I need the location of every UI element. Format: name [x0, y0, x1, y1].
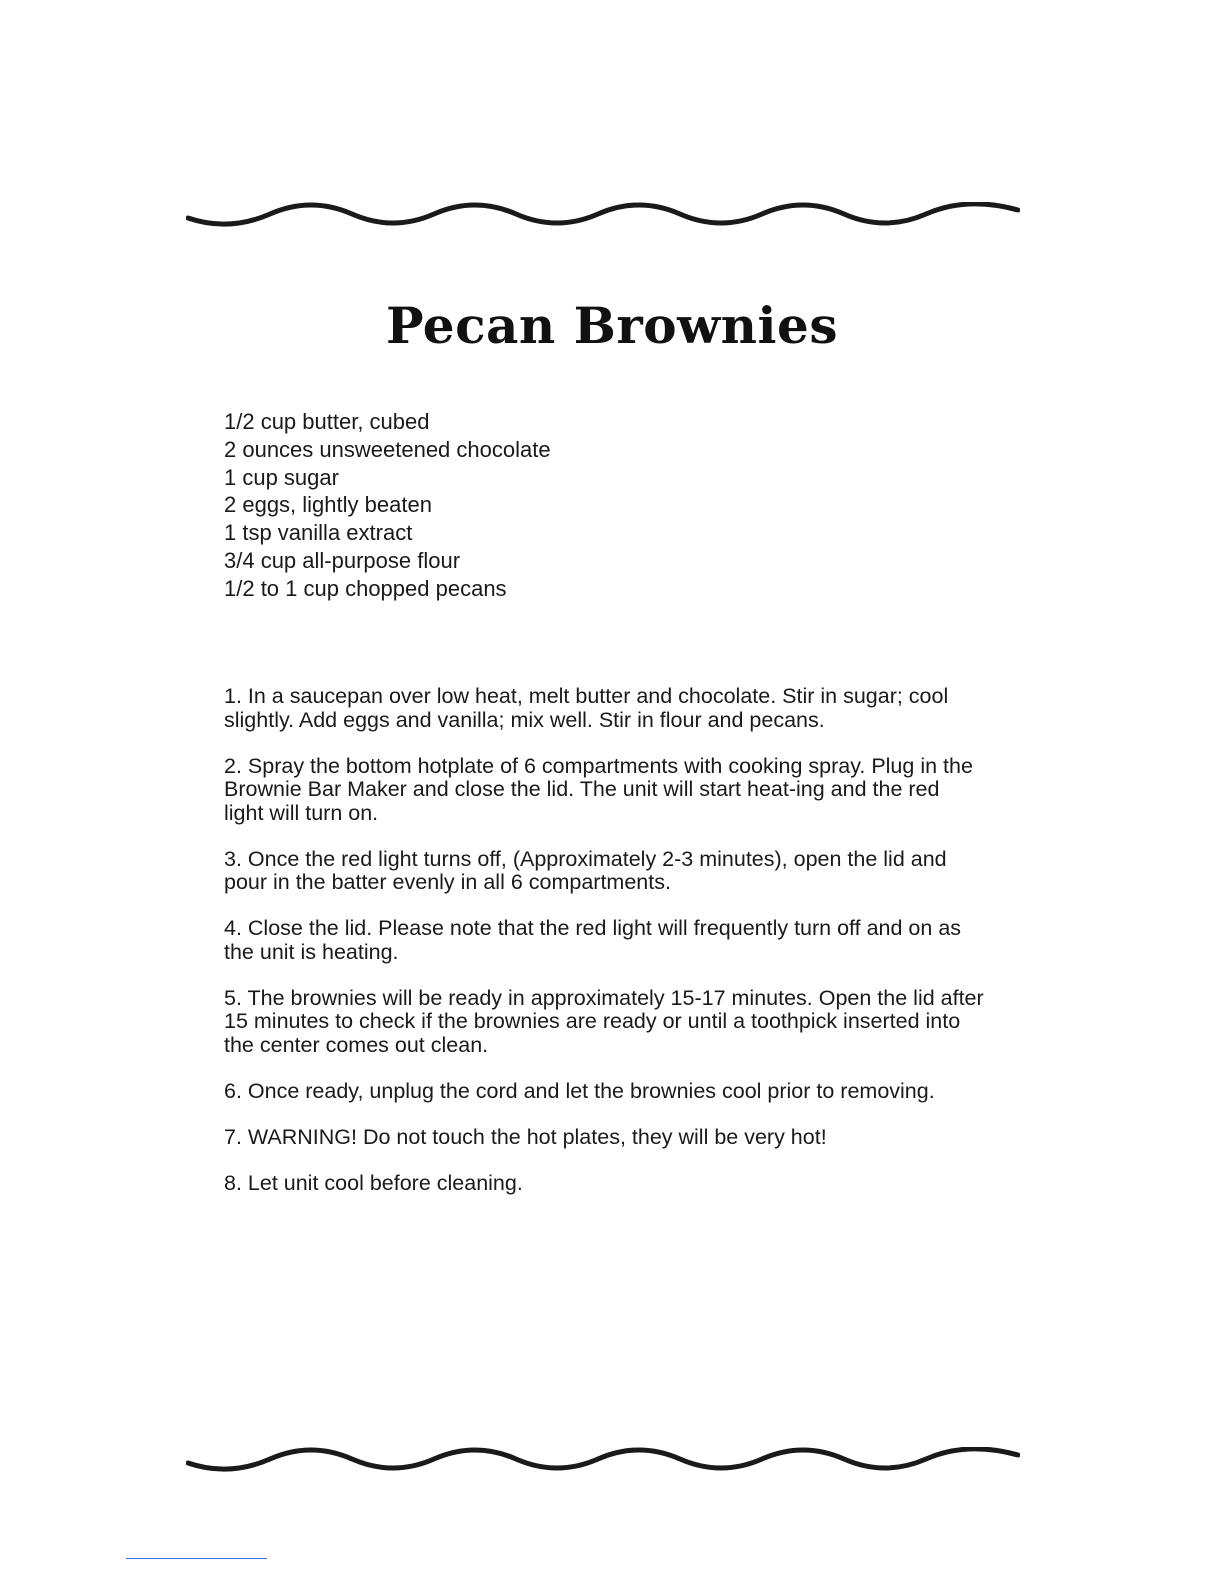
instruction-step: 3. Once the red light turns off, (Approximately 2-3 minutes), open the lid and pour in the batter evenly in all 6 compartments.: [224, 846, 947, 894]
ingredient-list: [224, 408, 551, 603]
instruction-step: 5. The brownies will be ready in approximately 15-17 minutes. Open the lid after 15 minutes to check if the brownies are ready or until a toothpick inserted into the center comes out clean.: [224, 985, 984, 1057]
instruction-step: 6. Once ready, unplug the cord and let the brownies cool prior to removing.: [224, 1078, 935, 1103]
bottom-wave-divider: [186, 1447, 1020, 1473]
instruction-step: 7. WARNING! Do not touch the hot plates, they will be very hot!: [224, 1124, 827, 1149]
top-wave-divider: [186, 202, 1020, 228]
footer-rule: [126, 1558, 267, 1559]
ingredient-item: 1 cup sugar: [224, 464, 339, 490]
ingredient-item: 2 ounces unsweetened chocolate: [224, 436, 551, 462]
instruction-step: 2. Spray the bottom hotplate of 6 compartments with cooking spray. Plug in the Brownie Bar Maker and close the lid. The unit will start heat-ing and the red light will turn on.: [224, 753, 973, 825]
recipe-title: Pecan Brownies: [386, 296, 838, 355]
instruction-list: [224, 685, 984, 1218]
instruction-step: 4. Close the lid. Please note that the red light will frequently turn off and on as the unit is heating.: [224, 916, 962, 964]
ingredient-item: 1/2 to 1 cup chopped pecans: [224, 575, 507, 601]
ingredient-item: 2 eggs, lightly beaten: [224, 492, 432, 518]
ingredient-item: 3/4 cup all-purpose flour: [224, 547, 461, 573]
instruction-step: 1. In a saucepan over low heat, melt butter and chocolate. Stir in sugar; cool slightly. Add eggs and vanilla; mix well. Stir in flour and pecans.: [224, 684, 949, 732]
ingredient-item: 1/2 cup butter, cubed: [224, 409, 430, 434]
ingredient-item: 1 tsp vanilla extract: [224, 520, 413, 546]
instruction-step: 8. Let unit cool before cleaning.: [224, 1170, 523, 1195]
